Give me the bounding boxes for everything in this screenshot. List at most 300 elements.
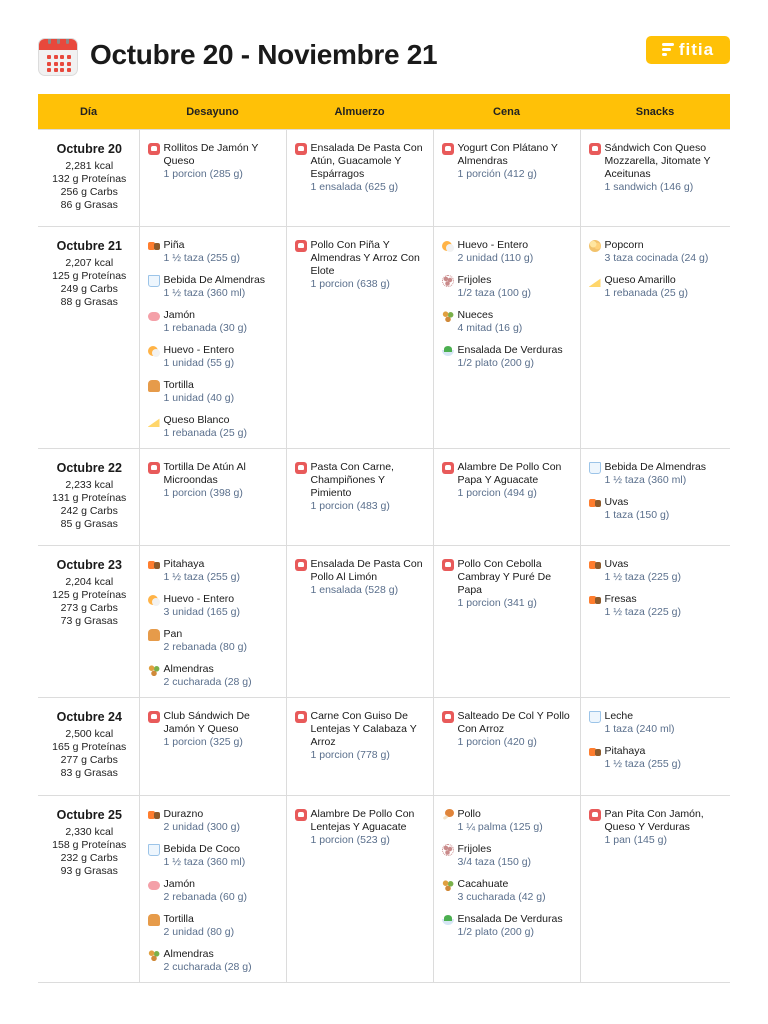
- recipe-icon: [442, 711, 454, 723]
- day-summary-cell: [38, 130, 139, 227]
- ham-icon: [148, 312, 160, 321]
- day-summary-cell: [38, 796, 139, 983]
- day-stat: 256 g Carbs: [60, 186, 118, 198]
- food-amount: 1 ¼ palma (125 g): [457, 821, 543, 833]
- food-name: Uvas: [604, 558, 629, 570]
- food-item[interactable]: [148, 379, 280, 405]
- food-name: Cacahuate: [457, 878, 509, 890]
- cheese-icon: [148, 415, 160, 427]
- meal-cell-snacks: [580, 130, 730, 227]
- recipe-icon: [148, 462, 160, 474]
- food-item-text: [311, 558, 427, 597]
- food-amount: 1 ½ taza (255 g): [604, 758, 681, 770]
- table-row: [38, 449, 730, 546]
- day-stat: 242 g Carbs: [60, 505, 118, 517]
- day-summary-cell: [38, 698, 139, 796]
- food-item[interactable]: [295, 558, 427, 597]
- food-item[interactable]: [148, 414, 280, 440]
- recipe-icon: [589, 143, 601, 155]
- food-item-text: [605, 461, 725, 487]
- food-item[interactable]: [589, 496, 725, 522]
- meal-cell-breakfast: [139, 796, 286, 983]
- food-item-text: [311, 808, 427, 847]
- meal-cell-snacks: [580, 449, 730, 546]
- food-name: Huevo - Entero: [163, 593, 235, 605]
- food-item[interactable]: [442, 808, 574, 834]
- food-item-text: [164, 558, 280, 584]
- egg-icon: [148, 345, 160, 357]
- nuts-icon: [442, 310, 454, 322]
- food-amount: 2 unidad (300 g): [163, 821, 240, 833]
- food-name: Ensalada De Pasta Con Atún, Guacamole Y Espárragos: [310, 142, 423, 180]
- day-stat: 232 g Carbs: [60, 852, 118, 864]
- column-header-snacks: Snacks: [580, 94, 730, 130]
- recipe-icon: [442, 143, 454, 155]
- meal-cell-dinner: [433, 546, 580, 698]
- food-item-text: [458, 142, 574, 181]
- nuts-icon: [148, 949, 160, 961]
- food-amount: 1/2 plato (200 g): [457, 357, 534, 369]
- food-item-text: [164, 274, 280, 300]
- food-amount: 1 porcion (341 g): [457, 597, 537, 609]
- food-amount: 1 rebanada (30 g): [163, 322, 247, 334]
- food-item[interactable]: [148, 309, 280, 335]
- food-amount: 1 ½ taza (255 g): [163, 252, 240, 264]
- food-item[interactable]: [589, 745, 725, 771]
- page-title: Octubre 20 - Noviembre 21: [90, 39, 438, 70]
- food-item[interactable]: [295, 808, 427, 847]
- food-item-text: [605, 808, 725, 847]
- food-item-text: [458, 808, 574, 834]
- food-item[interactable]: [148, 878, 280, 904]
- food-amount: 1 taza (240 ml): [604, 723, 675, 735]
- food-amount: 1 porcion (523 g): [310, 834, 390, 846]
- food-item-text: [164, 379, 280, 405]
- drink-icon: [148, 275, 160, 287]
- food-item[interactable]: [442, 558, 574, 610]
- beans-icon: [442, 844, 454, 856]
- food-name: Bebida De Coco: [163, 843, 240, 855]
- food-amount: 2 rebanada (60 g): [163, 891, 247, 903]
- meal-cell-dinner: [433, 796, 580, 983]
- day-stat: 2,207 kcal: [65, 257, 114, 269]
- food-item-text: [311, 142, 427, 194]
- food-name: Tortilla: [163, 913, 194, 925]
- calendar-icon: [38, 38, 78, 76]
- chicken-icon: [442, 809, 454, 821]
- day-name: Octubre 25: [56, 808, 122, 822]
- food-item-text: [605, 558, 725, 584]
- food-item[interactable]: [148, 593, 280, 619]
- food-name: Ensalada De Verduras: [457, 913, 563, 925]
- food-item-text: [605, 593, 725, 619]
- food-item[interactable]: [148, 843, 280, 869]
- meal-cell-breakfast: [139, 130, 286, 227]
- table-row: [38, 796, 730, 983]
- meal-cell-lunch: [286, 546, 433, 698]
- food-item-text: [458, 558, 574, 610]
- food-item[interactable]: [589, 558, 725, 584]
- meal-cell-lunch: [286, 449, 433, 546]
- food-item[interactable]: [442, 142, 574, 181]
- ham-icon: [148, 881, 160, 890]
- day-stat: 86 g Grasas: [60, 199, 118, 211]
- food-item-text: [164, 843, 280, 869]
- food-name: Bebida De Almendras: [604, 461, 707, 473]
- food-amount: 1 sandwich (146 g): [604, 181, 694, 193]
- nuts-icon: [442, 879, 454, 891]
- food-amount: 1 ensalada (528 g): [310, 584, 399, 596]
- food-item-text: [164, 593, 280, 619]
- food-amount: 3 unidad (165 g): [163, 606, 240, 618]
- meal-cell-breakfast: [139, 546, 286, 698]
- meal-cell-lunch: [286, 698, 433, 796]
- food-amount: 2 unidad (80 g): [163, 926, 235, 938]
- food-item-text: [605, 274, 725, 300]
- recipe-icon: [442, 559, 454, 571]
- food-item[interactable]: [148, 239, 280, 265]
- food-item-text: [458, 274, 574, 300]
- food-item-text: [458, 344, 574, 370]
- food-item-text: [458, 913, 574, 939]
- food-amount: 1 porcion (638 g): [310, 278, 390, 290]
- food-item[interactable]: [295, 239, 427, 291]
- food-item[interactable]: [589, 461, 725, 487]
- day-stat: 131 g Proteínas: [52, 492, 127, 504]
- day-name: Octubre 24: [56, 710, 122, 724]
- meal-cell-breakfast: [139, 449, 286, 546]
- day-stat: 125 g Proteínas: [52, 589, 127, 601]
- day-name: Octubre 22: [56, 461, 122, 475]
- food-name: Durazno: [163, 808, 204, 820]
- food-name: Fresas: [604, 593, 637, 605]
- day-stat: 165 g Proteínas: [52, 741, 127, 753]
- column-header-lunch: Almuerzo: [286, 94, 433, 130]
- food-name: Jamón: [163, 878, 196, 890]
- food-item-text: [605, 239, 725, 265]
- food-item-text: [458, 309, 574, 335]
- day-stat: 277 g Carbs: [60, 754, 118, 766]
- bread-icon: [148, 380, 160, 392]
- food-name: Ensalada De Pasta Con Pollo Al Limón: [310, 558, 423, 583]
- food-amount: 2 cucharada (28 g): [163, 676, 252, 688]
- food-amount: 1 ½ taza (360 ml): [163, 287, 246, 299]
- fruit-icon: [148, 559, 160, 571]
- food-item-text: [164, 414, 280, 440]
- food-item[interactable]: [148, 142, 280, 181]
- food-item[interactable]: [589, 239, 725, 265]
- day-stat: 88 g Grasas: [60, 296, 118, 308]
- food-item-text: [164, 948, 280, 974]
- food-name: Rollitos De Jamón Y Queso: [163, 142, 259, 167]
- food-amount: 1 ensalada (625 g): [310, 181, 399, 193]
- day-name: Octubre 23: [56, 558, 122, 572]
- recipe-icon: [295, 559, 307, 571]
- food-amount: 1 unidad (40 g): [163, 392, 235, 404]
- bread-icon: [148, 629, 160, 641]
- fruit-icon: [148, 809, 160, 821]
- food-item[interactable]: [589, 142, 725, 194]
- food-amount: 1 rebanada (25 g): [604, 287, 688, 299]
- food-amount: 1 ½ taza (255 g): [163, 571, 240, 583]
- food-item-text: [164, 344, 280, 370]
- day-stat: 2,204 kcal: [65, 576, 114, 588]
- food-name: Nueces: [457, 309, 494, 321]
- food-amount: 2 rebanada (80 g): [163, 641, 247, 653]
- table-row: [38, 546, 730, 698]
- food-amount: 1 unidad (55 g): [163, 357, 235, 369]
- food-item[interactable]: [295, 142, 427, 194]
- meal-cell-snacks: [580, 698, 730, 796]
- day-stat: 2,233 kcal: [65, 479, 114, 491]
- food-item[interactable]: [589, 593, 725, 619]
- food-item[interactable]: [295, 461, 427, 513]
- popcorn-icon: [589, 240, 601, 252]
- column-header-dinner: Cena: [433, 94, 580, 130]
- food-name: Piña: [163, 239, 185, 251]
- food-name: Ensalada De Verduras: [457, 344, 563, 356]
- food-name: Tortilla De Atún Al Microondas: [163, 461, 246, 486]
- day-stat: 249 g Carbs: [60, 283, 118, 295]
- food-item-text: [164, 878, 280, 904]
- nuts-icon: [148, 664, 160, 676]
- salad-icon: [442, 914, 454, 926]
- food-name: Carne Con Guiso De Lentejas Y Calabaza Y Arroz: [310, 710, 417, 748]
- food-item-text: [311, 710, 427, 762]
- meal-cell-dinner: [433, 130, 580, 227]
- day-stat: 83 g Grasas: [60, 767, 118, 779]
- meal-cell-breakfast: [139, 227, 286, 449]
- fruit-icon: [148, 240, 160, 252]
- food-item-text: [458, 461, 574, 500]
- recipe-icon: [295, 143, 307, 155]
- recipe-icon: [589, 809, 601, 821]
- recipe-icon: [148, 143, 160, 155]
- food-item[interactable]: [295, 710, 427, 762]
- food-item-text: [164, 710, 280, 749]
- page-header: [38, 36, 730, 78]
- food-item-text: [164, 239, 280, 265]
- food-amount: 1 porcion (420 g): [457, 736, 537, 748]
- food-amount: 4 mitad (16 g): [457, 322, 523, 334]
- food-amount: 1 porcion (778 g): [310, 749, 390, 761]
- food-name: Alambre De Pollo Con Lentejas Y Aguacate: [310, 808, 415, 833]
- food-amount: 1 porción (412 g): [457, 168, 537, 180]
- food-item-text: [458, 710, 574, 749]
- food-item[interactable]: [442, 344, 574, 370]
- recipe-icon: [148, 711, 160, 723]
- table-row: [38, 698, 730, 796]
- food-name: Pitahaya: [163, 558, 205, 570]
- recipe-icon: [295, 711, 307, 723]
- day-stat: 158 g Proteínas: [52, 839, 127, 851]
- food-amount: 2 cucharada (28 g): [163, 961, 252, 973]
- food-item-text: [164, 628, 280, 654]
- food-item-text: [311, 461, 427, 513]
- food-name: Popcorn: [604, 239, 644, 251]
- recipe-icon: [295, 240, 307, 252]
- food-item-text: [311, 239, 427, 291]
- food-amount: 1 porcion (325 g): [163, 736, 243, 748]
- food-name: Huevo - Entero: [457, 239, 529, 251]
- meal-cell-breakfast: [139, 698, 286, 796]
- food-item[interactable]: [442, 461, 574, 500]
- meal-cell-snacks: [580, 796, 730, 983]
- food-item[interactable]: [442, 239, 574, 265]
- meal-cell-dinner: [433, 698, 580, 796]
- food-name: Pan: [163, 628, 183, 640]
- food-name: Uvas: [604, 496, 629, 508]
- table-header-row: [38, 94, 730, 130]
- food-item[interactable]: [148, 628, 280, 654]
- food-name: Almendras: [163, 663, 214, 675]
- food-name: Pollo Con Piña Y Almendras Y Arroz Con Elote: [310, 239, 420, 277]
- food-name: Pitahaya: [604, 745, 646, 757]
- food-name: Tortilla: [163, 379, 194, 391]
- drink-icon: [589, 711, 601, 723]
- food-item[interactable]: [148, 274, 280, 300]
- meal-cell-dinner: [433, 227, 580, 449]
- day-stat: 2,500 kcal: [65, 728, 114, 740]
- food-name: Pasta Con Carne, Champiñones Y Pimiento: [310, 461, 394, 499]
- column-header-day: Día: [38, 94, 139, 130]
- food-name: Alambre De Pollo Con Papa Y Aguacate: [457, 461, 562, 486]
- cheese-icon: [589, 275, 601, 287]
- day-summary-cell: [38, 449, 139, 546]
- food-amount: 1 pan (145 g): [604, 834, 667, 846]
- food-name: Bebida De Almendras: [163, 274, 266, 286]
- food-item-text: [605, 710, 725, 736]
- food-name: Yogurt Con Plátano Y Almendras: [457, 142, 558, 167]
- day-summary-cell: [38, 546, 139, 698]
- day-stat: 2,281 kcal: [65, 160, 114, 172]
- table-row: [38, 227, 730, 449]
- food-item[interactable]: [148, 663, 280, 689]
- food-name: Sándwich Con Queso Mozzarella, Jitomate Y Aceitunas: [604, 142, 711, 180]
- food-item-text: [164, 461, 280, 500]
- food-item[interactable]: [148, 948, 280, 974]
- food-item[interactable]: [589, 274, 725, 300]
- food-name: Salteado De Col Y Pollo Con Arroz: [457, 710, 570, 735]
- meal-cell-dinner: [433, 449, 580, 546]
- food-item[interactable]: [148, 558, 280, 584]
- food-item[interactable]: [442, 710, 574, 749]
- food-item-text: [605, 142, 725, 194]
- fruit-icon: [589, 594, 601, 606]
- fruit-icon: [589, 746, 601, 758]
- food-amount: 1 ½ taza (225 g): [604, 606, 681, 618]
- food-amount: 1/2 plato (200 g): [457, 926, 534, 938]
- food-item[interactable]: [589, 808, 725, 847]
- beans-icon: [442, 275, 454, 287]
- food-item[interactable]: [442, 878, 574, 904]
- column-header-breakfast: Desayuno: [139, 94, 286, 130]
- day-stat: 273 g Carbs: [60, 602, 118, 614]
- food-item-text: [458, 239, 574, 265]
- food-item[interactable]: [589, 710, 725, 736]
- day-name: Octubre 21: [56, 239, 122, 253]
- day-stat: 85 g Grasas: [60, 518, 118, 530]
- food-item[interactable]: [442, 309, 574, 335]
- meal-cell-lunch: [286, 130, 433, 227]
- food-item[interactable]: [148, 913, 280, 939]
- recipe-icon: [442, 462, 454, 474]
- food-item[interactable]: [148, 344, 280, 370]
- food-item-text: [164, 913, 280, 939]
- bread-icon: [148, 914, 160, 926]
- fitia-logo-icon: [662, 43, 674, 57]
- day-name: Octubre 20: [56, 142, 122, 156]
- drink-icon: [589, 462, 601, 474]
- day-stat: 93 g Grasas: [60, 865, 118, 877]
- food-name: Jamón: [163, 309, 196, 321]
- day-stat: 125 g Proteínas: [52, 270, 127, 282]
- food-amount: 3 taza cocinada (24 g): [604, 252, 709, 264]
- food-name: Queso Blanco: [163, 414, 230, 426]
- egg-icon: [442, 240, 454, 252]
- brand-name: fitia: [678, 40, 715, 59]
- food-item[interactable]: [442, 843, 574, 869]
- food-name: Frijoles: [457, 274, 492, 286]
- food-amount: 1 porcion (494 g): [457, 487, 537, 499]
- drink-icon: [148, 844, 160, 856]
- food-amount: 1 ½ taza (225 g): [604, 571, 681, 583]
- brand-logo: [646, 36, 730, 64]
- food-name: Pollo Con Cebolla Cambray Y Puré De Papa: [457, 558, 552, 596]
- food-name: Frijoles: [457, 843, 492, 855]
- food-amount: 1 rebanada (25 g): [163, 427, 247, 439]
- food-amount: 2 unidad (110 g): [457, 252, 534, 264]
- fruit-icon: [589, 559, 601, 571]
- food-name: Leche: [604, 710, 634, 722]
- day-stat: 2,330 kcal: [65, 826, 114, 838]
- food-item[interactable]: [148, 461, 280, 500]
- food-item[interactable]: [148, 808, 280, 834]
- food-item-text: [164, 808, 280, 834]
- meal-cell-snacks: [580, 227, 730, 449]
- salad-icon: [442, 345, 454, 357]
- recipe-icon: [295, 462, 307, 474]
- food-item[interactable]: [442, 913, 574, 939]
- food-item-text: [164, 309, 280, 335]
- meal-cell-lunch: [286, 227, 433, 449]
- food-name: Club Sándwich De Jamón Y Queso: [163, 710, 250, 735]
- meal-plan-table: [38, 94, 730, 983]
- food-amount: 3 cucharada (42 g): [457, 891, 546, 903]
- day-stat: 73 g Grasas: [60, 615, 118, 627]
- food-item-text: [164, 663, 280, 689]
- food-name: Pollo: [457, 808, 481, 820]
- day-summary-cell: [38, 227, 139, 449]
- food-name: Almendras: [163, 948, 214, 960]
- day-stat: 132 g Proteínas: [52, 173, 127, 185]
- recipe-icon: [295, 809, 307, 821]
- food-amount: 1 porcion (483 g): [310, 500, 390, 512]
- food-name: Pan Pita Con Jamón, Queso Y Verduras: [604, 808, 704, 833]
- meal-cell-lunch: [286, 796, 433, 983]
- food-item-text: [605, 496, 725, 522]
- food-item-text: [458, 843, 574, 869]
- egg-icon: [148, 594, 160, 606]
- food-item[interactable]: [442, 274, 574, 300]
- table-row: [38, 130, 730, 227]
- food-amount: 1 porcion (398 g): [163, 487, 243, 499]
- food-amount: 3/4 taza (150 g): [457, 856, 532, 868]
- food-item[interactable]: [148, 710, 280, 749]
- food-amount: 1 ½ taza (360 ml): [604, 474, 687, 486]
- food-name: Huevo - Entero: [163, 344, 235, 356]
- fruit-icon: [589, 497, 601, 509]
